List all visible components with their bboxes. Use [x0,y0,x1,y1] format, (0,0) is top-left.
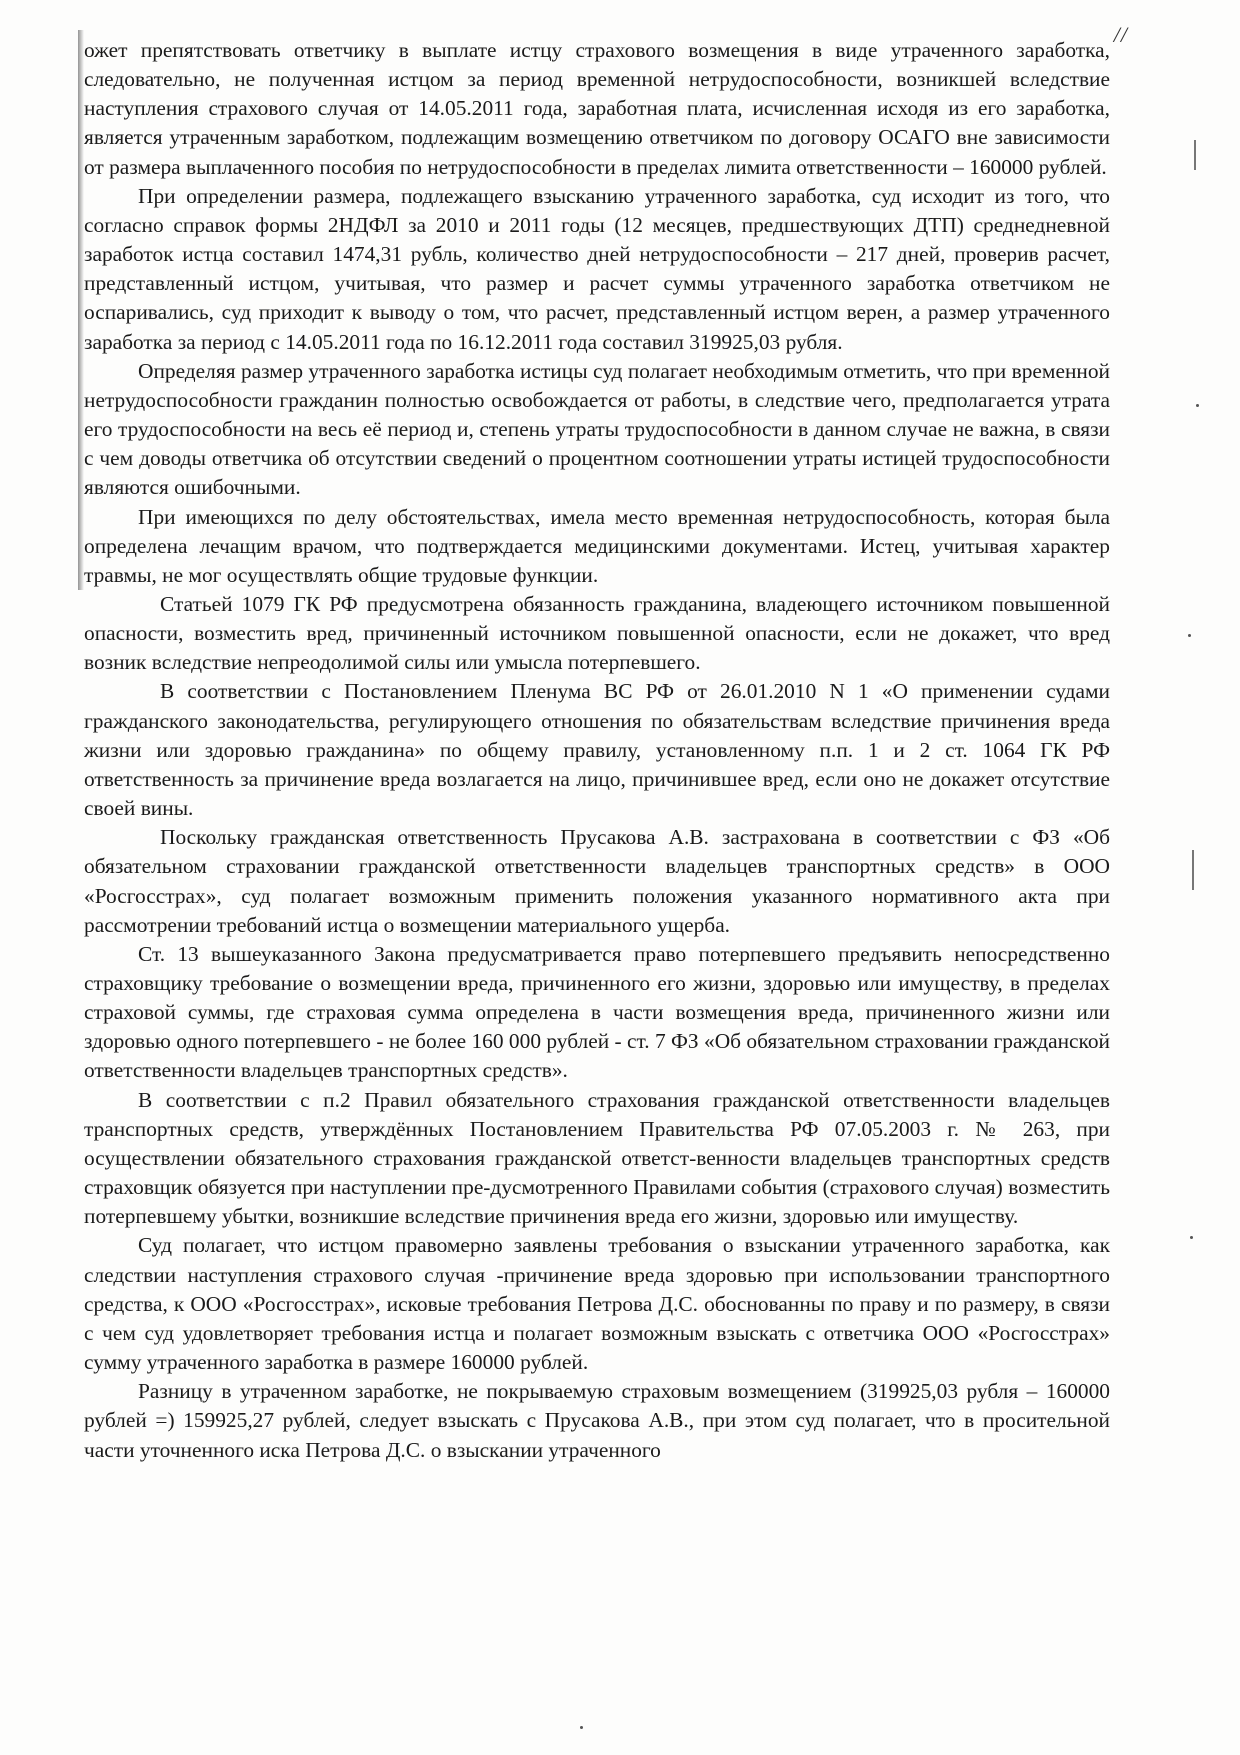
document-body [84,36,1110,1465]
scan-speck [1196,404,1199,407]
paragraph: Суд полагает, что истцом правомерно заявлены требования о взыскании утраченного заработка, как следствии наступления страхового случая -причинение вреда здоровью при использовании транспортного средства, к ООО «Росгосстрах», исковые требования Петрова Д.С. обоснованны по праву и по размеру, в связи с чем суд удовлетворяет требования истца и полагает возможным взыскать с ответчика ООО «Росгосстрах» сумму утраченного заработка в размере 160000 рублей. [84,1233,1110,1375]
scan-speck [580,1726,583,1729]
scan-edge-mark [1192,850,1194,890]
scan-speck [1188,634,1191,637]
page-corner-mark: // [1113,22,1128,47]
scan-edge-mark [1194,140,1196,170]
paragraph: Ст. 13 вышеуказанного Закона предусматривается право потерпевшего предъявить непосредственно страховщику требование о возмещении вреда, причиненного его жизни, здоровью или имуществу, в пределах страховой суммы, где страховая сумма определена в части возмещения вреда, причиненного жизни или здоровью одного потерпевшего - не более 160 000 рублей - ст. 7 ФЗ «Об обязательном страховании гражданской ответственности владельцев транспортных средств». [84,941,1110,1083]
paragraph: При определении размера, подлежащего взысканию утраченного заработка, суд исходит из того, что согласно справок формы 2НДФЛ за 2010 и 2011 годы (12 месяцев, предшествующих ДТП) среднедневной заработок истца составил 1474,31 рубль, количество дней нетрудоспособности – 217 дней, проверив расчет, представленный истцом, учитывая, что размер и расчет суммы утраченного заработка ответчиком не оспаривались, суд приходит к выводу о том, что расчет, представленный истцом верен, а размер утраченного заработка за период с 14.05.2011 года по 16.12.2011 года составил 319925,03 рубля. [84,183,1110,354]
paragraph: ожет препятствовать ответчику в выплате истцу страхового возмещения в виде утраченного заработка, следовательно, не полученная истцом за период временной нетрудоспособности, возникшей вследствие наступления страхового случая от 14.05.2011 года, заработная плата, исчисленная исходя из его заработка, является утраченным заработком, подлежащим возмещению ответчиком по договору ОСАГО вне зависимости от размера выплаченного пособия по нетрудоспособности в пределах лимита ответственности – 160000 рублей. [84,38,1110,179]
paragraph: Статьей 1079 ГК РФ предусмотрена обязанность гражданина, владеющего источником повышенной опасности, возместить вред, причиненный источником повышенной опасности, если не докажет, что вред возник вследствие непреодолимой силы или умысла потерпевшего. [84,591,1110,675]
paragraph: Определяя размер утраченного заработка истицы суд полагает необходимым отметить, что при временной нетрудоспособности гражданин полностью освобождается от работы, в следствие чего, предполагается утрата его трудоспособности на весь её период и, степень утраты трудоспособности в данном случае не важна, в связи с чем доводы ответчика об отсутствии сведений о процентном соотношении утраты истицей трудоспособности являются ошибочными. [84,358,1110,500]
paragraph: В соответствии с п.2 Правил обязательного страхования гражданской ответственности владельцев транспортных средств, утверждённых Постановлением Правительства РФ 07.05.2003 г. № 263, при осуществлении обязательного страхования гражданской ответст-венности владельцев транспортных средств страховщик обязуется при наступлении пре-дусмотренного Правилами события (страхового случая) возместить потерпевшему убытки, возникшие вследствие причинения вреда его жизни, здоровью или имуществу. [84,1087,1110,1229]
paragraph: В соответствии с Постановлением Пленума ВС РФ от 26.01.2010 N 1 «О применении судами гражданского законодательства, регулирующего отношения по обязательствам вследствие причинения вреда жизни или здоровью гражданина» по общему правилу, установленному п.п. 1 и 2 ст. 1064 ГК РФ ответственность за причинение вреда возлагается на лицо, причинившее вред, если оно не докажет отсутствие своей вины. [84,679,1110,821]
paragraph: Поскольку гражданская ответственность Прусакова А.В. застрахована в соответствии с ФЗ «Об обязательном страховании гражданской ответственности владельцев транспортных средств» в ООО «Росгосстрах», суд полагает возможным применить положения указанного нормативного акта при рассмотрении требований истца о возмещении материального ущерба. [84,825,1110,937]
scan-speck [1190,1236,1193,1239]
paragraph: При имеющихся по делу обстоятельствах, имела место временная нетрудоспособность, которая была определена лечащим врачом, что подтверждается медицинскими документами. Истец, учитывая характер травмы, не мог осуществлять общие трудовые функции. [84,504,1110,587]
paragraph: Разницу в утраченном заработке, не покрываемую страховым возмещением (319925,03 рубля – 160000 рублей =) 159925,27 рублей, следует взыскать с Прусакова А.В., при этом суд полагает, что в просительной части уточненного иска Петрова Д.С. о взыскании утраченного [84,1379,1110,1462]
